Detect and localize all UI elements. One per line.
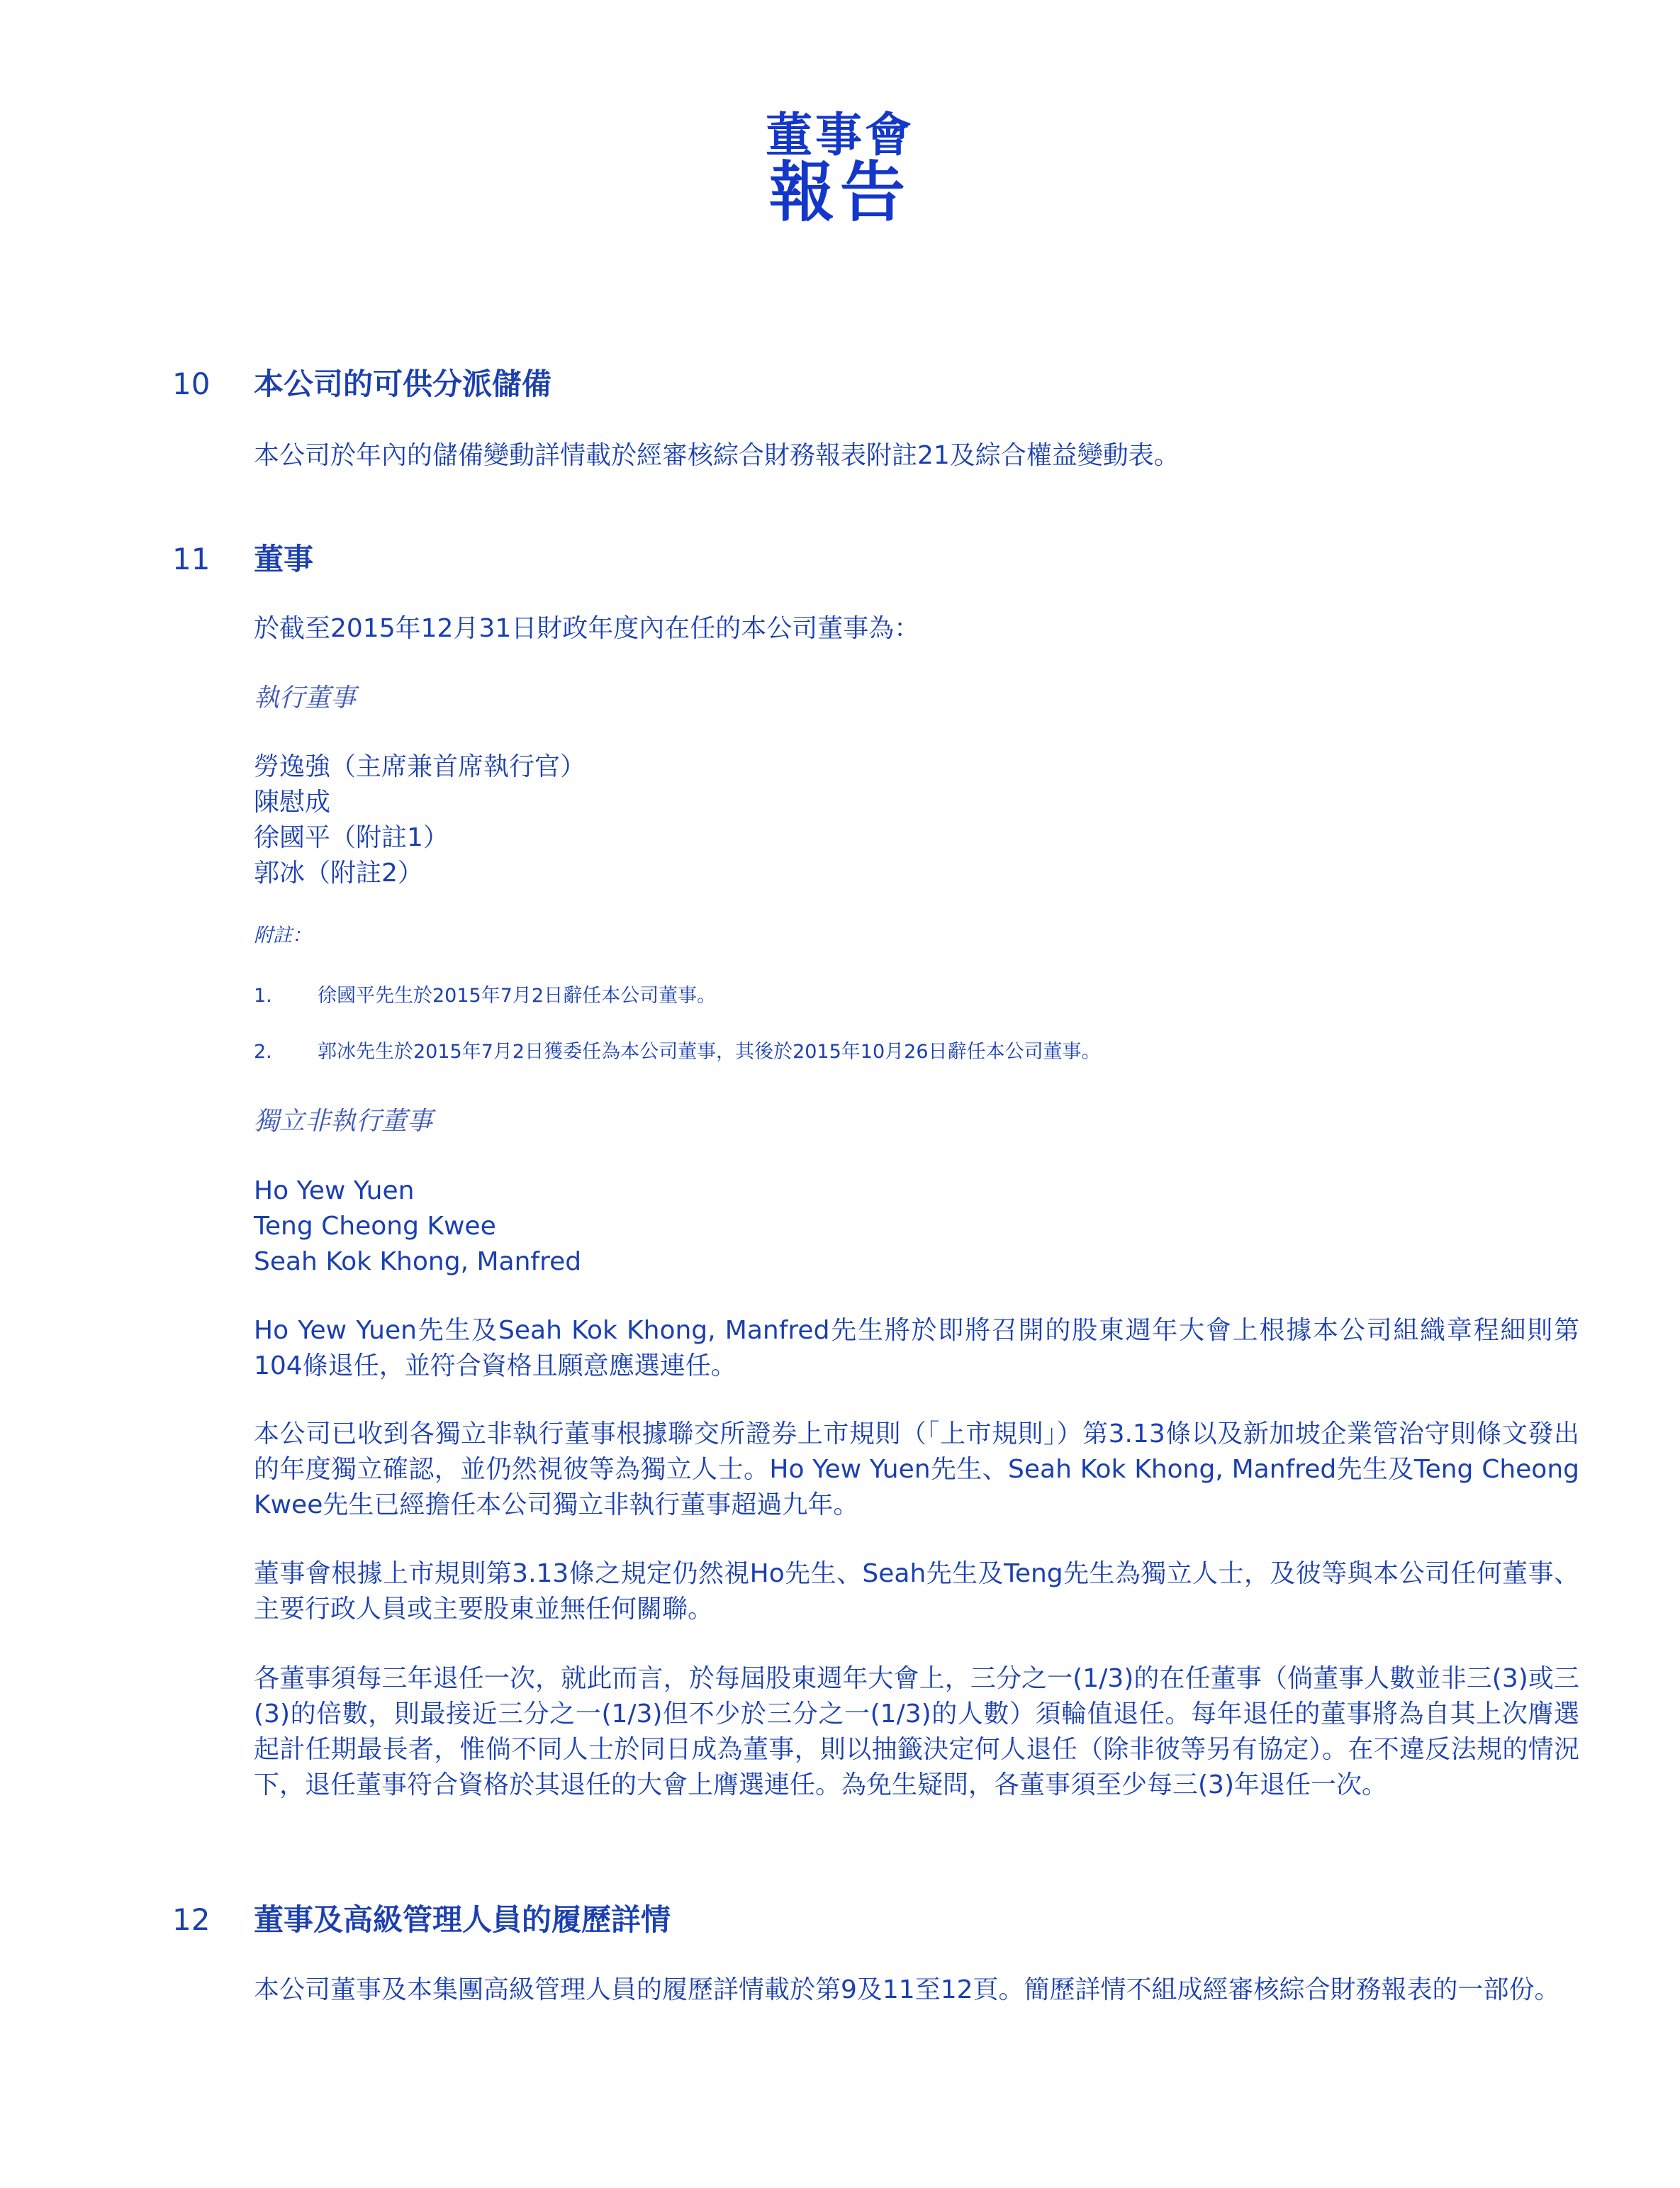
note-1 (254, 982, 716, 1010)
ined-heading: 獨立非執行董事 (254, 1107, 433, 1136)
exec-directors-heading: 執行董事 (254, 683, 357, 713)
list-item: 郭冰（附註2） (254, 859, 423, 888)
section-11-number: 11 (172, 542, 211, 576)
note-number: 2. (254, 1041, 272, 1063)
note-2 (254, 1038, 1101, 1066)
paragraph-rotation: 各董事須每三年退任一次，就此而言，於每屆股東週年大會上，三分之一(1/3)的在任董事（倘董事人數並非三(3)或三(3)的倍數，則最接近三分之一(1/3)但不少於三分之一(1/3)的人數）須輪值退任。每年退任的董事將為自其上次膺選起計任期最長者，惟倘不同人士於同日成為董事，則以抽籤決定何人退任（除非彼等另有協定）。在不違反法規的情況下，退任董事符合資格於其退任的大會上膺選連任。為免生疑問，各董事須至少每三(3)年退任一次。 (254, 1664, 1579, 1799)
section-10-heading: 本公司的可供分派儲備 (254, 367, 552, 401)
paragraph-independence: 本公司已收到各獨立非執行董事根據聯交所證券上市規則（「上市規則」）第3.13條以及新加坡企業管治守則條文發出的年度獨立確認，並仍然視彼等為獨立人士。Ho Yew Yuen先生、Seah Kok Khong, Manfred先生及Teng Cheong Kwee先生已經擔任本公司獨立非執行董事超過九年。 (254, 1419, 1579, 1519)
list-item: Teng Cheong Kwee (254, 1212, 496, 1241)
paragraph-board-view: 董事會根據上市規則第3.13條之規定仍然視Ho先生、Seah先生及Teng先生為獨立人士，及彼等與本公司任何董事、主要行政人員或主要股東並無任何關聯。 (254, 1559, 1579, 1624)
note-text: 郭冰先生於2015年7月2日獲委任為本公司董事，其後於2015年10月26日辭任本公司董事。 (318, 1041, 1101, 1063)
section-12-body: 本公司董事及本集團高級管理人員的履歷詳情載於第9及11至12頁。簡歷詳情不組成經審核綜合財務報表的一部份。 (254, 1975, 1560, 2004)
list-item: 陳慰成 (254, 788, 331, 817)
list-item: Seah Kok Khong, Manfred (254, 1247, 582, 1276)
exec-directors-list (254, 749, 1579, 891)
section-12-number: 12 (172, 1902, 211, 1937)
notes-label: 附註： (254, 925, 311, 947)
section-10-number: 10 (172, 367, 211, 401)
section-11-intro: 於截至2015年12月31日財政年度內在任的本公司董事為： (254, 614, 920, 643)
ined-directors-list (254, 1173, 1579, 1280)
section-10-body: 本公司於年內的儲備變動詳情載於經審核綜合財務報表附註21及綜合權益變動表。 (254, 441, 1180, 470)
list-item: Ho Yew Yuen (254, 1176, 415, 1205)
note-text: 徐國平先生於2015年7月2日辭任本公司董事。 (318, 985, 717, 1007)
list-item: 徐國平（附註1） (254, 823, 449, 852)
note-number: 1. (254, 985, 272, 1007)
section-12-heading: 董事及高級管理人員的履歷詳情 (254, 1902, 671, 1937)
paragraph-retirement: Ho Yew Yuen先生及Seah Kok Khong, Manfred先生將於即將召開的股東週年大會上根據本公司組織章程細則第104條退任，並符合資格且願意應選連任。 (254, 1316, 1579, 1380)
page-title-line2: 報告 (768, 155, 911, 230)
list-item: 勞逸強（主席兼首席執行官） (254, 752, 586, 781)
page-title-line1: 董事會 (766, 108, 914, 162)
section-11-heading: 董事 (254, 542, 314, 576)
